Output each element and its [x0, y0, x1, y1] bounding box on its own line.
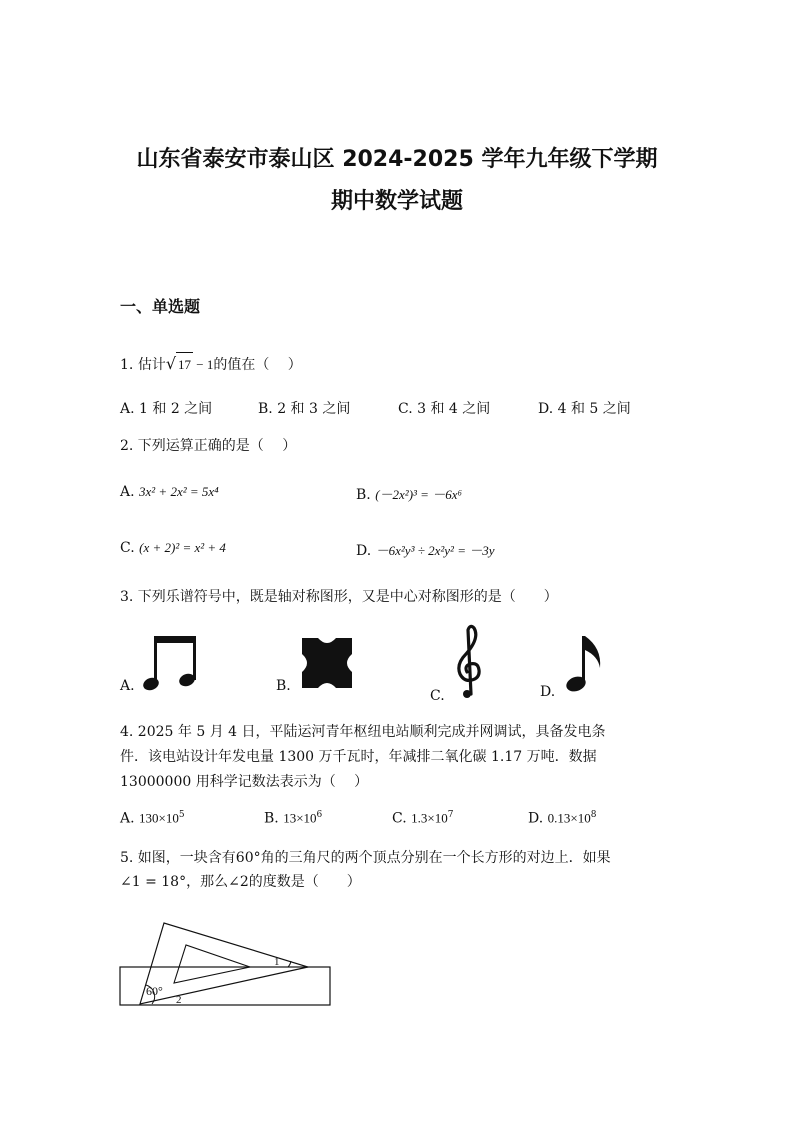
q1-option-c[interactable]: C. 3 和 4 之间 [398, 401, 491, 417]
q3-option-d-label[interactable]: D. [540, 684, 556, 700]
eighth-note-icon [562, 634, 608, 694]
q4-a-exponent: 5 [178, 810, 185, 820]
section-heading: 一、单选题 [120, 297, 201, 316]
q3-option-a-label[interactable]: A. [120, 678, 135, 694]
q3-option-c-label[interactable]: C. [430, 688, 445, 704]
beamed-eighth-notes-icon [142, 634, 200, 692]
q1-pre: 估计 [137, 357, 166, 373]
q4-b-exponent: 6 [316, 810, 323, 820]
q2-option-b[interactable] [356, 484, 462, 503]
q5-figure [116, 915, 336, 1011]
q4-c-label: C. [392, 810, 407, 827]
treble-clef-icon [452, 624, 488, 702]
q4-a-label: A. [120, 810, 135, 827]
question-4-line3: 13000000 用科学记数法表示为（ ） [120, 774, 369, 790]
q1-option-a[interactable]: A. 1 和 2 之间 [120, 401, 213, 417]
q2-option-a[interactable] [120, 484, 219, 500]
q4-b-label: B. [264, 810, 279, 827]
angle-1-label: 1 [274, 956, 280, 968]
q1-minus: − 1 [193, 357, 214, 372]
triangle-ruler-outer [140, 923, 308, 1004]
q1-option-d[interactable]: D. 4 和 5 之间 [538, 401, 631, 417]
q1-radicand: 17 [176, 352, 193, 377]
question-2: 2. 下列运算正确的是（ ） [120, 438, 297, 454]
angle-2-label: 2 [176, 994, 182, 1006]
q2-a-expr: 3x² + 2x² = 5x⁴ [139, 484, 219, 499]
q1-post: 的值在（ ） [213, 357, 302, 373]
q3-option-b-label[interactable]: B. [276, 678, 291, 694]
page-title-line1: 山东省泰安市泰山区 2024-2025 学年九年级下学期 [136, 147, 658, 172]
cross-symbol-icon [302, 638, 352, 688]
q4-d-exponent: 8 [590, 810, 597, 820]
q2-c-expr: (x + 2)² = x² + 4 [139, 540, 226, 555]
question-4-line2: 件．该电站设计年发电量 1300 万千瓦时，年减排二氧化碳 1.17 万吨．数据 [120, 749, 597, 765]
q1-option-b[interactable]: B. 2 和 3 之间 [258, 401, 351, 417]
q1-number: 1. [120, 357, 134, 373]
q4-option-a[interactable] [120, 810, 185, 827]
q4-d-label: D. [528, 810, 544, 827]
q4-c-exponent: 7 [447, 810, 454, 820]
angle-60-label: 60° [146, 984, 163, 998]
q2-option-c[interactable] [120, 540, 226, 556]
q2-d-expr: －6x²y³ ÷ 2x²y² = －3y [375, 543, 495, 558]
q2-c-label: C. [120, 540, 135, 556]
q4-b-mantissa: 13×10 [283, 810, 317, 826]
q4-c-mantissa: 1.3×10 [411, 810, 448, 826]
q4-option-b[interactable] [264, 810, 322, 827]
question-3: 3. 下列乐谱符号中，既是轴对称图形，又是中心对称图形的是（ ） [120, 589, 558, 605]
page-title-line2: 期中数学试题 [330, 189, 463, 214]
q4-option-c[interactable] [392, 810, 453, 827]
q4-a-mantissa: 130×10 [139, 810, 179, 826]
q2-b-label: B. [356, 487, 371, 503]
q4-d-mantissa: 0.13×10 [547, 810, 591, 826]
question-1 [120, 352, 302, 377]
q4-option-d[interactable] [528, 810, 596, 827]
q2-d-label: D. [356, 543, 372, 559]
question-5-line2: ∠1 = 18°，那么∠2的度数是（ ） [120, 874, 361, 890]
q2-option-d[interactable] [356, 540, 495, 559]
q2-b-expr: (－2x²)³ = －6x⁶ [375, 487, 462, 502]
question-5-line1: 5. 如图，一块含有60°角的三角尺的两个顶点分别在一个长方形的对边上．如果 [120, 850, 611, 866]
question-4-line1: 4. 2025 年 5 月 4 日，平陆运河青年枢纽电站顺利完成并网调试，具备发电条 [120, 724, 606, 740]
q2-a-label: A. [120, 484, 135, 500]
triangle-ruler-inner [174, 945, 250, 983]
radical-sign-icon: √ [165, 354, 177, 373]
